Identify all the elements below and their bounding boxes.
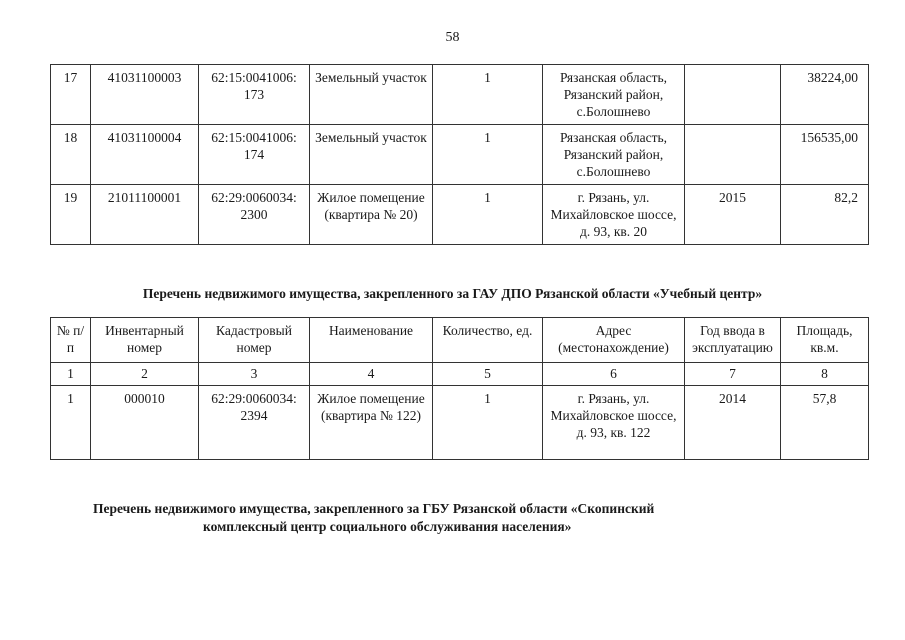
quantity: 1: [433, 386, 543, 460]
property-name: Жилое помещение (квартира № 20): [310, 185, 433, 245]
row-number: 1: [51, 386, 91, 460]
table-header-row: [51, 318, 869, 363]
cadastral-number: 62:15:0041006: 174: [199, 125, 310, 185]
commission-year: [685, 125, 781, 185]
property-table-continued: [50, 64, 869, 245]
property-name: Земельный участок: [310, 65, 433, 125]
commission-year: 2014: [685, 386, 781, 460]
row-number: 17: [51, 65, 91, 125]
quantity: 1: [433, 125, 543, 185]
header-area: Площадь, кв.м.: [781, 318, 869, 363]
column-number: 7: [685, 363, 781, 386]
address: г. Рязань, ул. Михайловское шоссе, д. 93, кв. 20: [543, 185, 685, 245]
cadastral-number: 62:15:0041006: 173: [199, 65, 310, 125]
table-row: [51, 386, 869, 460]
header-quantity: Количество, ед.: [433, 318, 543, 363]
area: 57,8: [781, 386, 869, 460]
area: 156535,00: [781, 125, 869, 185]
address: Рязанская область, Рязанский район, с.Болошнево: [543, 125, 685, 185]
heading-line: комплексный центр социального обслуживания населения»: [203, 519, 572, 534]
cadastral-number: 62:29:0060034: 2394: [199, 386, 310, 460]
property-name: Жилое помещение (квартира № 122): [310, 386, 433, 460]
table-row: [51, 65, 869, 125]
table-row: [51, 125, 869, 185]
section-heading-training-center: Перечень недвижимого имущества, закрепленного за ГАУ ДПО Рязанской области «Учебный центр»: [142, 286, 763, 301]
header-name: Наименование: [310, 318, 433, 363]
column-number: 6: [543, 363, 685, 386]
section-heading-skopin-center: [93, 500, 813, 536]
heading-line: Перечень недвижимого имущества, закрепленного за ГБУ Рязанской области «Скопинский: [93, 501, 655, 516]
header-number: № п/п: [51, 318, 91, 363]
column-number-row: [51, 363, 869, 386]
column-number: 5: [433, 363, 543, 386]
area: 38224,00: [781, 65, 869, 125]
column-number: 4: [310, 363, 433, 386]
address: г. Рязань, ул. Михайловское шоссе, д. 93, кв. 122: [543, 386, 685, 460]
property-name: Земельный участок: [310, 125, 433, 185]
header-address: Адрес (местонахождение): [543, 318, 685, 363]
area: 82,2: [781, 185, 869, 245]
commission-year: 2015: [685, 185, 781, 245]
cadastral-number: 62:29:0060034: 2300: [199, 185, 310, 245]
header-cadastral-number: Кадастровый номер: [199, 318, 310, 363]
inventory-number: 41031100004: [91, 125, 199, 185]
table-row: [51, 185, 869, 245]
commission-year: [685, 65, 781, 125]
row-number: 19: [51, 185, 91, 245]
quantity: 1: [433, 185, 543, 245]
inventory-number: 000010: [91, 386, 199, 460]
header-commission-year: Год ввода в эксплуатацию: [685, 318, 781, 363]
page-number: 58: [445, 30, 460, 45]
header-inventory-number: Инвентарный номер: [91, 318, 199, 363]
column-number: 2: [91, 363, 199, 386]
property-table-training-center: [50, 317, 869, 460]
column-number: 8: [781, 363, 869, 386]
inventory-number: 41031100003: [91, 65, 199, 125]
row-number: 18: [51, 125, 91, 185]
inventory-number: 21011100001: [91, 185, 199, 245]
address: Рязанская область, Рязанский район, с.Болошнево: [543, 65, 685, 125]
column-number: 1: [51, 363, 91, 386]
quantity: 1: [433, 65, 543, 125]
column-number: 3: [199, 363, 310, 386]
